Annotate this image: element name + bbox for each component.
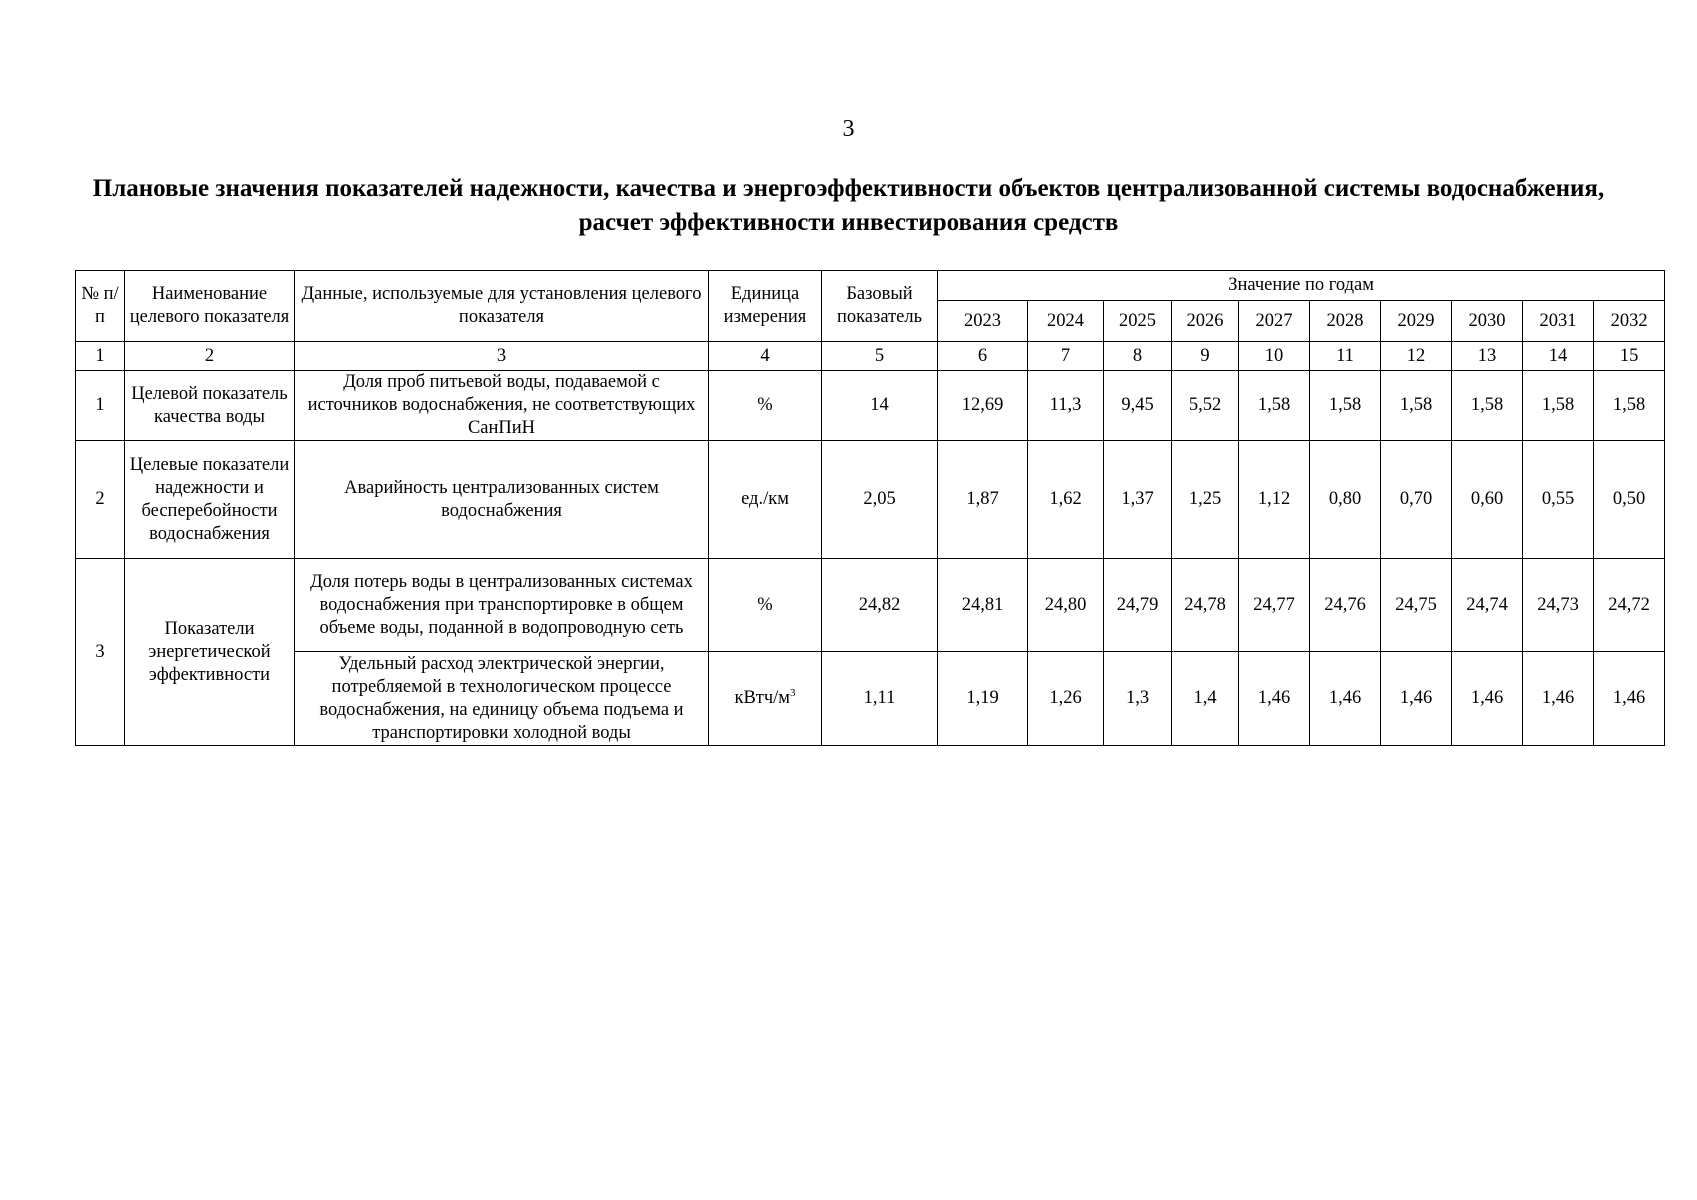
unit-main: кВтч/м: [734, 688, 791, 708]
row-value: 0,80: [1310, 441, 1381, 559]
column-number: 15: [1594, 342, 1665, 371]
header-year: 2031: [1523, 301, 1594, 342]
row-value: 24,73: [1523, 559, 1594, 652]
row-value: 1,46: [1594, 652, 1665, 746]
row-value: 1,46: [1310, 652, 1381, 746]
row-value: 1,62: [1028, 441, 1104, 559]
row-value: 0,55: [1523, 441, 1594, 559]
row-value: 1,46: [1452, 652, 1523, 746]
row-value: 11,3: [1028, 371, 1104, 441]
row-value: 24,81: [938, 559, 1028, 652]
row-name: Целевой показатель качества воды: [125, 371, 295, 441]
row-num: 1: [76, 371, 125, 441]
column-number: 11: [1310, 342, 1381, 371]
header-year: 2026: [1172, 301, 1239, 342]
row-value: 9,45: [1104, 371, 1172, 441]
row-value: 24,75: [1381, 559, 1452, 652]
row-num: 3: [76, 559, 125, 746]
indicators-table: [75, 270, 1665, 746]
row-value: 1,58: [1310, 371, 1381, 441]
row-value: 1,26: [1028, 652, 1104, 746]
row-value: 1,58: [1523, 371, 1594, 441]
row-value: 0,50: [1594, 441, 1665, 559]
row-value: 1,46: [1523, 652, 1594, 746]
row-data: Доля потерь воды в централизованных системах водоснабжения при транспортировке в общем объеме воды, поданной в водопроводную сеть: [295, 559, 709, 652]
row-unit: [709, 652, 822, 746]
row-value: 1,58: [1239, 371, 1310, 441]
row-value: 1,87: [938, 441, 1028, 559]
row-unit: %: [709, 371, 822, 441]
row-unit: ед./км: [709, 441, 822, 559]
table-row: [76, 559, 1665, 652]
column-number: 2: [125, 342, 295, 371]
row-data: Доля проб питьевой воды, подаваемой с источников водоснабжения, не соответствующих СанПиН: [295, 371, 709, 441]
header-year: 2024: [1028, 301, 1104, 342]
header-year: 2030: [1452, 301, 1523, 342]
row-base: 24,82: [822, 559, 938, 652]
column-number: 13: [1452, 342, 1523, 371]
column-number: 12: [1381, 342, 1452, 371]
page-number: 3: [842, 116, 855, 142]
row-name: Показатели энергетической эффективности: [125, 559, 295, 746]
row-data: Аварийность централизованных систем водоснабжения: [295, 441, 709, 559]
header-year: 2025: [1104, 301, 1172, 342]
row-value: 1,46: [1239, 652, 1310, 746]
column-number: 7: [1028, 342, 1104, 371]
header-year: 2029: [1381, 301, 1452, 342]
header-year: 2028: [1310, 301, 1381, 342]
row-value: 1,4: [1172, 652, 1239, 746]
row-value: 24,78: [1172, 559, 1239, 652]
column-number: 6: [938, 342, 1028, 371]
document-title: Плановые значения показателей надежности, качества и энергоэффективности объектов централизованной системы водоснабжения, расчет эффективности инвестирования средств: [92, 175, 1605, 236]
column-number: 3: [295, 342, 709, 371]
column-number: 14: [1523, 342, 1594, 371]
row-value: 1,37: [1104, 441, 1172, 559]
row-value: 1,12: [1239, 441, 1310, 559]
row-value: 1,58: [1594, 371, 1665, 441]
header-year: 2032: [1594, 301, 1665, 342]
table-row: [76, 652, 1665, 746]
column-number: 4: [709, 342, 822, 371]
row-value: 5,52: [1172, 371, 1239, 441]
row-value: 1,19: [938, 652, 1028, 746]
row-value: 24,77: [1239, 559, 1310, 652]
row-value: 1,46: [1381, 652, 1452, 746]
row-value: 0,70: [1381, 441, 1452, 559]
row-value: 24,76: [1310, 559, 1381, 652]
column-number: 5: [822, 342, 938, 371]
row-value: 24,80: [1028, 559, 1104, 652]
header-data: Данные, используемые для установления целевого показателя: [295, 271, 709, 342]
column-numbers-row: [76, 342, 1665, 371]
row-value: 24,79: [1104, 559, 1172, 652]
header-year: 2027: [1239, 301, 1310, 342]
header-years-group: Значение по годам: [938, 271, 1665, 301]
row-unit: %: [709, 559, 822, 652]
row-data: Удельный расход электрической энергии, потребляемой в технологическом процессе водоснабжения, на единицу объема подъема и транспортировки холодной воды: [295, 652, 709, 746]
row-base: 1,11: [822, 652, 938, 746]
header-unit: Единица измерения: [709, 271, 822, 342]
header-year: 2023: [938, 301, 1028, 342]
row-value: 1,3: [1104, 652, 1172, 746]
row-value: 24,72: [1594, 559, 1665, 652]
row-num: 2: [76, 441, 125, 559]
row-base: 2,05: [822, 441, 938, 559]
table-row: [76, 441, 1665, 559]
row-value: 1,58: [1381, 371, 1452, 441]
table-row: [76, 371, 1665, 441]
column-number: 8: [1104, 342, 1172, 371]
header-base: Базовый показатель: [822, 271, 938, 342]
row-name: Целевые показатели надежности и бесперебойности водоснабжения: [125, 441, 295, 559]
row-value: 1,25: [1172, 441, 1239, 559]
column-number: 1: [76, 342, 125, 371]
header-name: Наименование целевого показателя: [125, 271, 295, 342]
row-base: 14: [822, 371, 938, 441]
row-value: 12,69: [938, 371, 1028, 441]
unit-superscript: 3: [790, 686, 796, 699]
column-number: 10: [1239, 342, 1310, 371]
header-num: № п/п: [76, 271, 125, 342]
row-value: 24,74: [1452, 559, 1523, 652]
row-value: 1,58: [1452, 371, 1523, 441]
row-value: 0,60: [1452, 441, 1523, 559]
column-number: 9: [1172, 342, 1239, 371]
